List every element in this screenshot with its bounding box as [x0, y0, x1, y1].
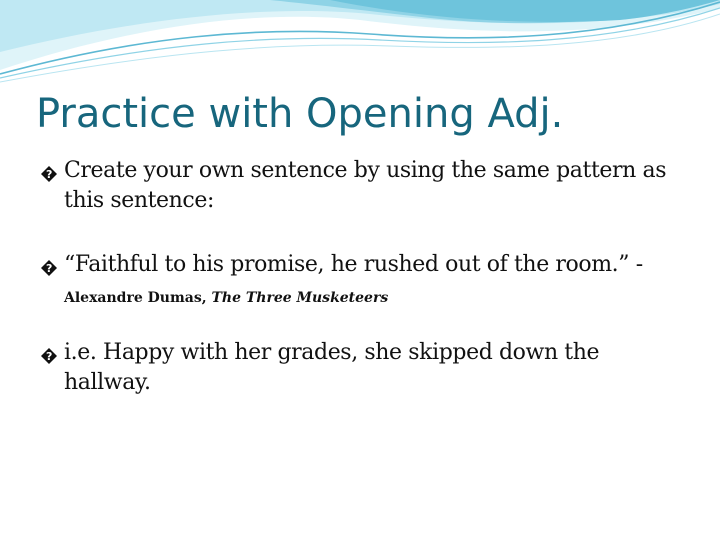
bullet-item-instruction	[40, 156, 680, 216]
quote-text: “Faithful to his promise, he rushed out of the room.” -	[64, 252, 643, 277]
bullet-text: i.e. Happy with her grades, she skipped down the hallway.	[64, 340, 600, 395]
slide-title: Practice with Opening Adj.	[36, 91, 564, 137]
missing-glyph-icon	[40, 162, 58, 180]
quote-attribution	[64, 288, 680, 308]
decorative-wave-header	[0, 0, 720, 90]
missing-glyph-icon	[40, 256, 58, 274]
bullet-item-quote	[40, 250, 680, 308]
svg-text:?: ?	[46, 168, 52, 181]
attribution-work: The Three Musketeers	[211, 290, 389, 306]
bullet-list	[40, 156, 680, 398]
svg-text:?: ?	[46, 350, 52, 363]
svg-text:?: ?	[46, 262, 52, 275]
bullet-item-example	[40, 338, 680, 398]
attribution-author: Alexandre Dumas,	[64, 290, 207, 306]
missing-glyph-icon	[40, 344, 58, 362]
bullet-text: Create your own sentence by using the same pattern as this sentence:	[64, 158, 667, 213]
